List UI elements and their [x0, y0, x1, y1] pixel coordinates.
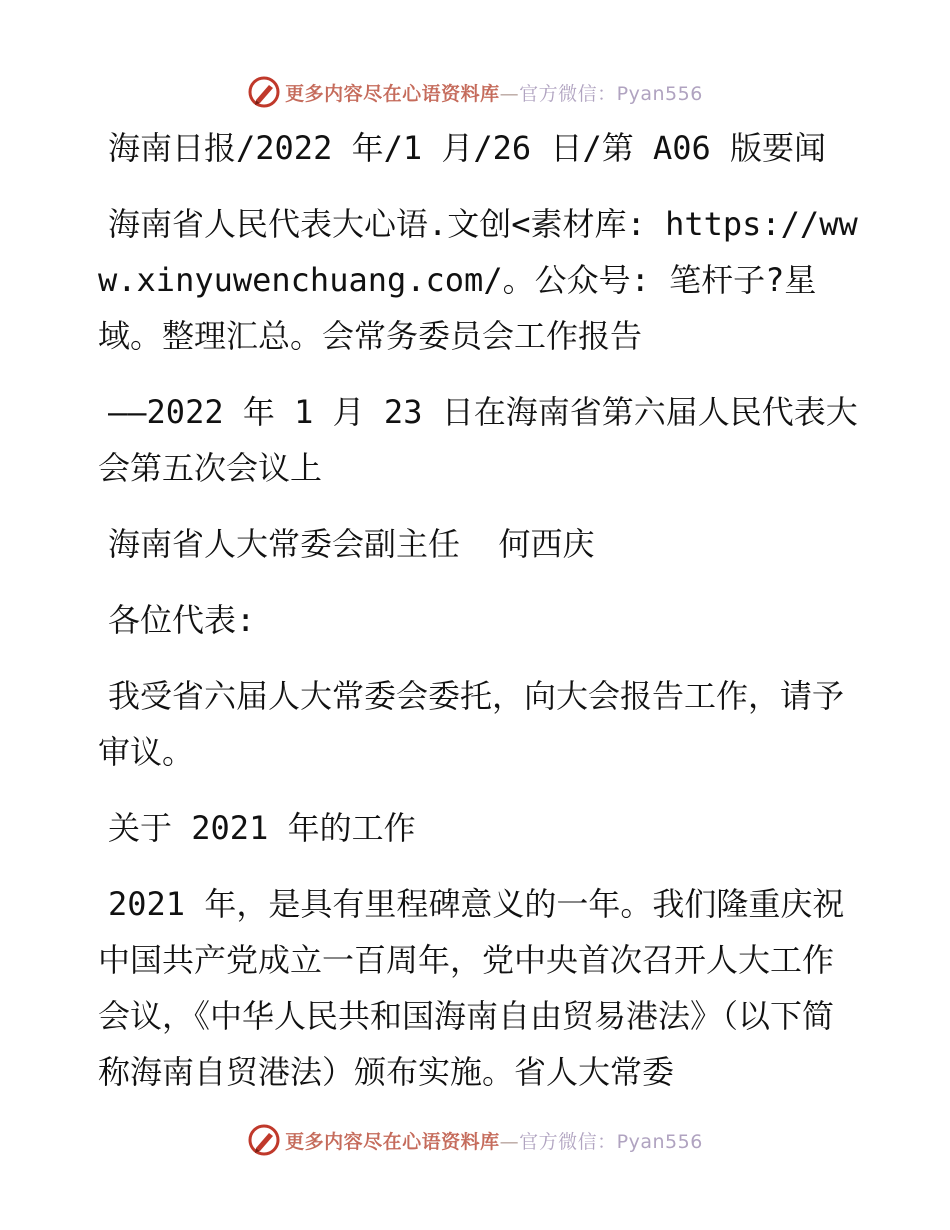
- watermark-main: 更多内容尽在心语资料库: [285, 1130, 500, 1153]
- newspaper-source: 海南日报/2022 年/1 月/26 日/第 A06 版要闻: [108, 129, 827, 167]
- header-watermark: [0, 72, 950, 112]
- footer-watermark: [0, 1120, 950, 1160]
- pen-logo-icon: [247, 1123, 281, 1157]
- watermark-main: 更多内容尽在心语资料库: [285, 82, 500, 105]
- watermark-dash: —: [499, 82, 520, 105]
- paragraph-intro: 我受省六届人大常委会委托，向大会报告工作，请予审议。: [98, 677, 845, 771]
- watermark-dash: —: [499, 1130, 520, 1153]
- watermark-sub: 官方微信：Pyan556: [519, 1130, 703, 1153]
- report-subtitle: ——2022 年 1 月 23 日在海南省第六届人民代表大会第五次会议上: [98, 393, 858, 487]
- paragraph-body: 2021 年，是具有里程碑意义的一年。我们隆重庆祝中国共产党成立一百周年，党中央首次召开人大工作会议，《中华人民共和国海南自由贸易港法》（以下简称海南自贸港法）颁布实施。省人大常委: [98, 885, 845, 1091]
- watermark-sub: 官方微信：Pyan556: [519, 82, 703, 105]
- watermark-text: [285, 1127, 703, 1154]
- salutation: 各位代表:: [108, 601, 256, 639]
- report-author: 海南省人大常委会副主任 何西庆: [108, 525, 595, 563]
- report-title: 海南省人民代表大心语.文创<素材库: https://www.xinyuwenchuang.com/。公众号: 笔杆子?星域。整理汇总。会常务委员会工作报告: [98, 205, 858, 355]
- watermark-text: [285, 79, 703, 106]
- section-heading: 关于 2021 年的工作: [108, 809, 416, 847]
- pen-logo-icon: [247, 75, 281, 109]
- document-body: [98, 120, 858, 1120]
